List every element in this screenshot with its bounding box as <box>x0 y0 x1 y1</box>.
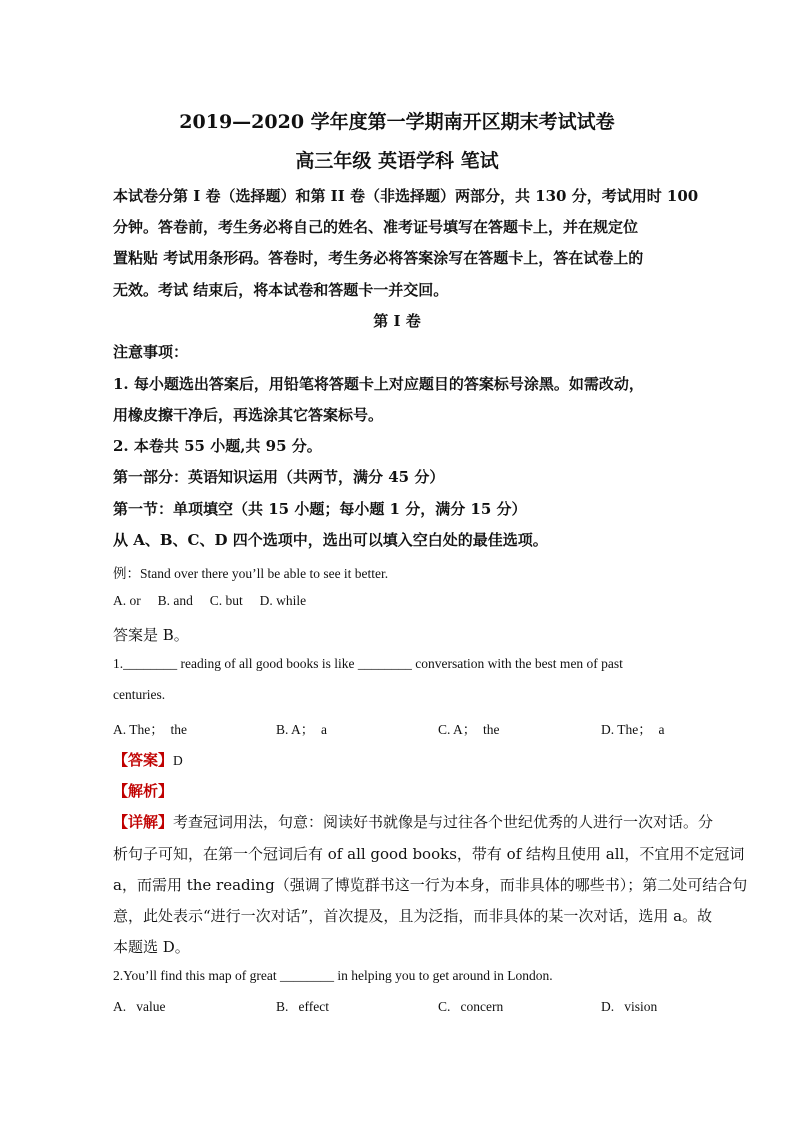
notes-item-1-line-1: 1. 每小题选出答案后，用铅笔将答题卡上对应题目的答案标号涂黑。如需改动， <box>113 375 644 393</box>
exam-title: 2019—2020 学年度第一学期南开区期末考试试卷 <box>179 111 615 133</box>
q2-option-a: A. value <box>113 999 166 1014</box>
q1-stem-line-1: 1.________ reading of all good books is like ________ conversation with the best men of past <box>113 656 623 671</box>
notes-heading: 注意事项： <box>113 343 189 361</box>
section1-heading: 第一节：单项填空（共 15 小题；每小题 1 分，满分 15 分） <box>113 500 527 518</box>
q1-detail-line-4: 意，此处表示“进行一次对话”，首次提及，且为泛指，而非具体的某一次对话，选用 a。故 <box>113 907 713 925</box>
detail-tag: 详解 <box>128 813 159 831</box>
notes-item-1-line-2: 用橡皮擦干净后，再选涂其它答案标号。 <box>113 406 384 424</box>
q1-detail-line-3: a，而需用 the reading（强调了博览群书这一行为本身，而非具体的哪些书）；第二处可结合句 <box>113 876 748 894</box>
q1-answer-value: D <box>173 753 183 768</box>
answer-tag: 答案 <box>128 751 159 769</box>
intro-line-3: 置粘贴 考试用条形码。答卷时，考生务必将答案涂写在答题卡上，答在试卷上的 <box>113 249 644 267</box>
volume-heading: 第 I 卷 <box>373 312 421 330</box>
q2-option-b: B. effect <box>276 999 329 1014</box>
analysis-tag: 解析 <box>128 782 159 800</box>
intro-line-4: 无效。考试 结束后，将本试卷和答题卡一并交回。 <box>113 281 449 299</box>
q2-option-c: C. concern <box>438 999 504 1014</box>
q1-stem-line-2: centuries. <box>113 687 166 702</box>
q2-stem: 2.You’ll find this map of great ________ in helping you to get around in London. <box>113 968 553 983</box>
detail-bracket-close: 】 <box>158 813 174 831</box>
answer-bracket-close: 】 <box>158 751 174 769</box>
q1-option-b: B. A； a <box>276 722 328 737</box>
part1-heading: 第一部分：英语知识运用（共两节，满分 45 分） <box>113 468 445 486</box>
q2-option-d: D. vision <box>601 999 658 1014</box>
notes-item-2: 2. 本卷共 55 小题,共 95 分。 <box>113 437 322 455</box>
analysis-bracket-close: 】 <box>158 782 174 800</box>
q1-detail-line-5: 本题选 D。 <box>113 938 190 956</box>
example-stem: 例：Stand over there you’ll be able to see it better. <box>113 566 389 581</box>
answer-bracket-open: 【 <box>113 751 129 769</box>
q1-option-a: A. The； the <box>113 722 187 737</box>
intro-line-1: 本试卷分第 I 卷（选择题）和第 II 卷（非选择题）两部分，共 130 分，考试用时 100 <box>113 187 699 205</box>
q1-option-d: D. The； a <box>601 722 665 737</box>
q1-detail-text-1: 考查冠词用法，句意：阅读好书就像是与过往各个世纪优秀的人进行一次对话。分 <box>173 813 714 831</box>
q1-answer-row <box>113 749 183 770</box>
q1-analysis-row <box>113 780 173 801</box>
example-options: A. or B. and C. but D. while <box>113 593 307 608</box>
q1-detail-line-1 <box>113 811 713 832</box>
q1-detail-line-2: 析句子可知，在第一个冠词后有 of all good books，带有 of 结构且使用 all，不宜用不定冠词 <box>113 845 745 863</box>
analysis-bracket-open: 【 <box>113 782 129 800</box>
q1-option-c: C. A； the <box>438 722 500 737</box>
example-answer: 答案是 B。 <box>113 626 189 644</box>
intro-line-2: 分钟。答卷前，考生务必将自己的姓名、准考证号填写在答题卡上，并在规定位 <box>113 218 639 236</box>
exam-subtitle: 高三年级 英语学科 笔试 <box>295 150 499 172</box>
detail-bracket-open: 【 <box>113 813 129 831</box>
section1-instruction: 从 A、B、C、D 四个选项中，选出可以填入空白处的最佳选项。 <box>113 531 548 549</box>
